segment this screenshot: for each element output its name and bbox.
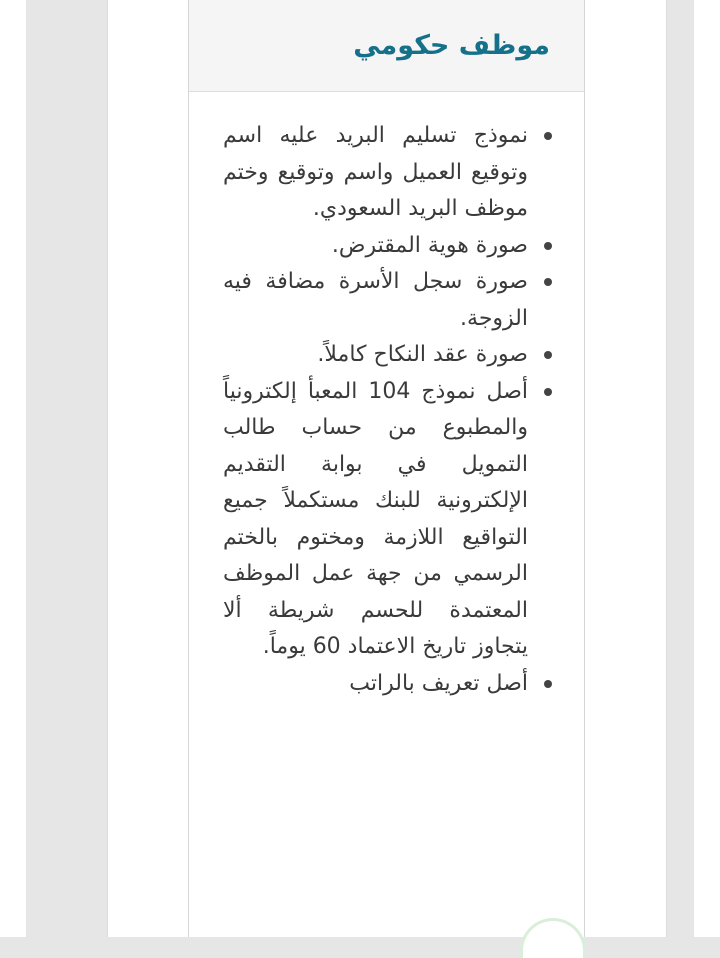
bullet-icon bbox=[544, 132, 552, 140]
list-item bbox=[223, 228, 556, 265]
list-item-text: صورة سجل الأسرة مضافة فيه الزوجة. bbox=[223, 269, 528, 331]
requirements-card bbox=[188, 0, 585, 937]
list-item-text: نموذج تسليم البريد عليه اسم وتوقيع العميل واسم وتوقيع وختم موظف البريد السعودي. bbox=[223, 123, 528, 221]
bullet-icon bbox=[544, 242, 552, 250]
list-item-text: صورة هوية المقترض. bbox=[331, 232, 528, 258]
list-item bbox=[223, 374, 556, 666]
list-item bbox=[223, 337, 556, 374]
card-title: موظف حكومي bbox=[353, 30, 550, 61]
card-body bbox=[223, 118, 556, 702]
bullet-icon bbox=[544, 680, 552, 688]
list-item-text: أصل نموذج 104 المعبأ إلكترونياً والمطبوع من حساب طالب التمويل في بوابة التقديم الإلكترونية للبنك مستكملاً جميع التواقيع اللازمة ومختوم بالختم الرسمي من جهة عمل الموظف المعتمدة للحسم شريطة ألا يتجاوز تاريخ الاعتماد 60 يوماً. bbox=[223, 378, 528, 659]
bullet-icon bbox=[544, 351, 552, 359]
bullet-icon bbox=[544, 388, 552, 396]
list-item bbox=[223, 118, 556, 228]
left-margin bbox=[0, 0, 26, 937]
list-item-text: صورة عقد النكاح كاملاً. bbox=[317, 342, 528, 367]
requirements-list bbox=[223, 118, 556, 702]
right-margin bbox=[694, 0, 720, 937]
list-item-text: أصل تعريف بالراتب bbox=[349, 670, 528, 696]
list-item bbox=[223, 666, 556, 703]
card-header bbox=[189, 0, 584, 92]
bullet-icon bbox=[544, 278, 552, 286]
list-item bbox=[223, 264, 556, 337]
